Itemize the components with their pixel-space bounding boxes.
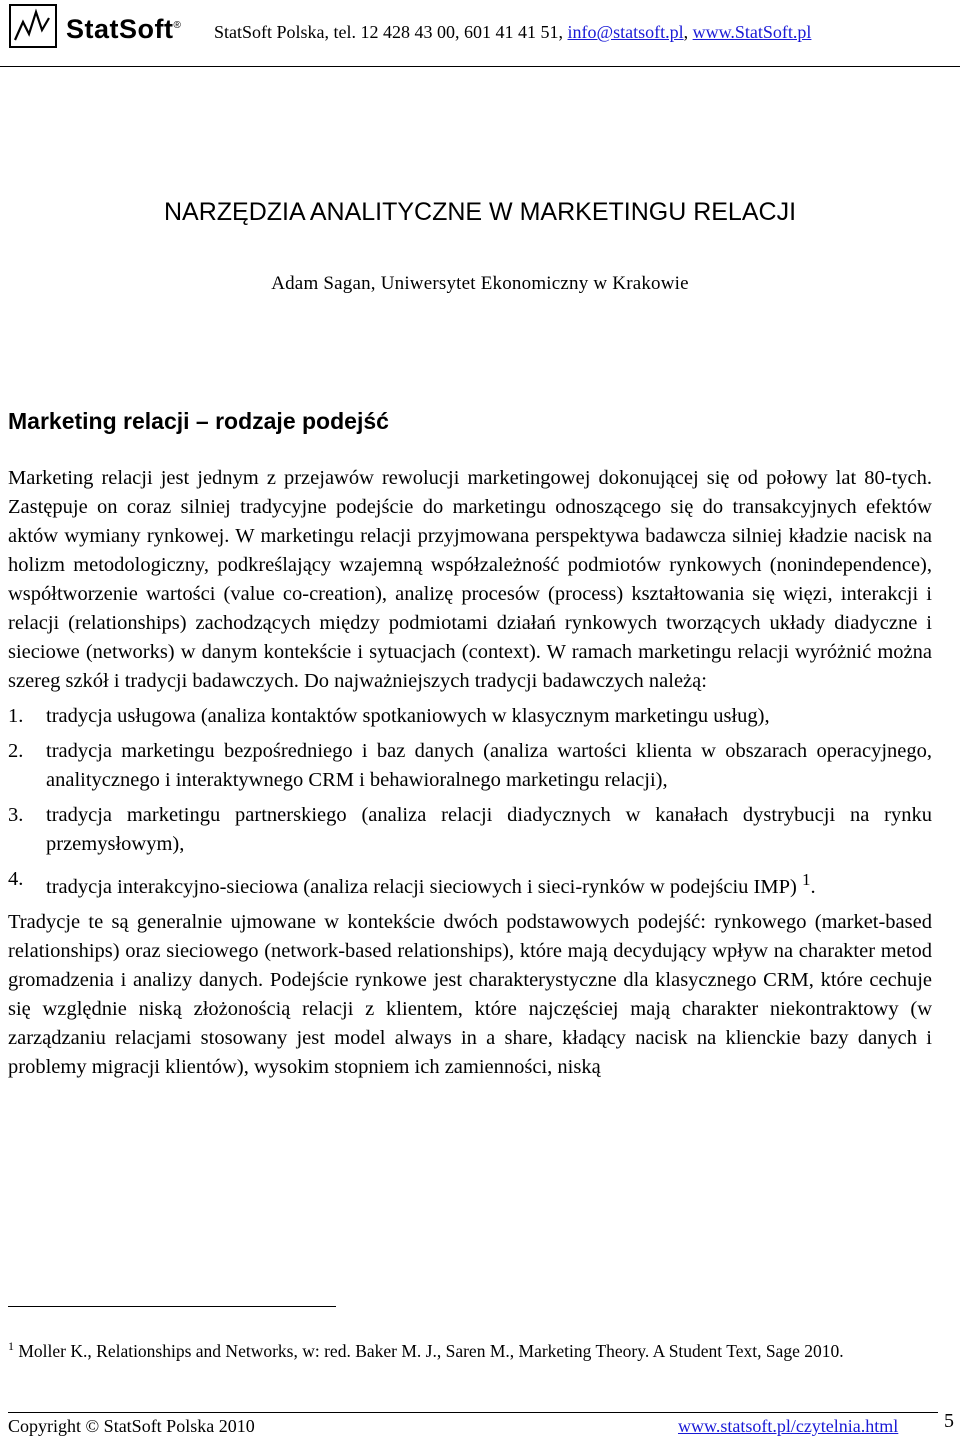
statsoft-logo-icon: [9, 4, 57, 48]
footnote-ref[interactable]: 1: [801, 870, 811, 889]
list-item: 1. tradycja usługowa (analiza kontaktów spotkaniowych w klasycznym marketingu usług),: [8, 705, 770, 727]
list-item: 2. tradycja marketingu bezpośredniego i baz danych (analiza wartości klienta w obszarach operacyjnego, analitycznego i interaktywnego CRM i behawioralnego marketingu relacji),: [8, 740, 932, 791]
footnote-divider: [8, 1306, 336, 1307]
author-line: Adam Sagan, Uniwersytet Ekonomiczny w Krakowie: [271, 273, 689, 294]
traditions-list: [8, 702, 932, 902]
footer-copyright: Copyright © StatSoft Polska 2010: [8, 1416, 255, 1436]
header-contact: StatSoft Polska, tel. 12 428 43 00, 601 41 41 51, info@statsoft.pl, www.StatSoft.pl: [214, 22, 812, 42]
page-header: [0, 0, 960, 67]
footer-divider: [8, 1412, 938, 1413]
footer-url-link[interactable]: www.statsoft.pl/czytelnia.html: [678, 1416, 899, 1436]
body-text: [8, 464, 932, 1082]
page-number: 5: [944, 1410, 954, 1432]
list-item: 4. tradycja interakcyjno-sieciowa (analiza relacji sieciowych i sieci-rynków w podejściu IMP) $^1$.: [8, 868, 816, 898]
website-link[interactable]: www.StatSoft.pl: [692, 22, 812, 42]
document-title: NARZĘDZIA ANALITYCZNE W MARKETINGU RELACJI: [163, 198, 797, 226]
logo-wordmark: StatSoft®: [66, 14, 182, 44]
paragraph-intro: Marketing relacji jest jednym z przejawów rewolucji marketingowej dokonującej się od połowy lat 80-tych. Zastępuje on coraz silniej tradycyjne podejście do marketingu odnoszącego się do transakcyjnych efektów aktów wymiany rynkowej. W marketingu relacji przyjmowana perspektywa badawcza silniej kładzie nacisk na holizm metodologiczny, podkreślający wzajemną współzależność podmiotów rynkowych (nonindependence), współtworzenie wartości (value co-creation), analizę procesów (process) kształtowania się więzi, interakcji i relacji (relationships) zachodzących między podmiotami działań rynkowych tworzących układy diadyczne i sieciowe (networks) w danym kontekście i sytuacjach (context). W ramach marketingu relacji wyróżnić można szereg szkół i tradycji badawczych. Do najważniejszych tradycji badawczych należą:: [8, 467, 932, 692]
paragraph-approaches: Tradycje te są generalnie ujmowane w kontekście dwóch podstawowych podejść: rynkowego (market-based relationships) oraz sieciowego (network-based relationships), które mają decydujący wpływ na charakter metod gromadzenia i analizy danych. Podejście rynkowe jest charakterystyczne dla klasycznego CRM, które cechuje się względnie niską złożonością relacji z klientem, które najczęściej mają charakter niekontraktowy (w zarządzaniu relacjami stosowany jest model always in a share, kładący nacisk na klienckie bazy danych i problemy migracji klientów), wysokim stopniem ich zamienności, niską: [8, 910, 932, 1078]
list-item: 3. tradycja marketingu partnerskiego (analiza relacji diadycznych w kanałach dystrybucji na rynku przemysłowym),: [8, 804, 932, 855]
section-heading: Marketing relacji – rodzaje podejść: [8, 408, 389, 434]
footnote: $^1$ Moller K., Relationships and Networks, w: red. Baker M. J., Saren M., Marketing Theory. A Student Text, Sage 2010.: [8, 1339, 844, 1361]
email-link[interactable]: info@statsoft.pl: [567, 22, 684, 42]
